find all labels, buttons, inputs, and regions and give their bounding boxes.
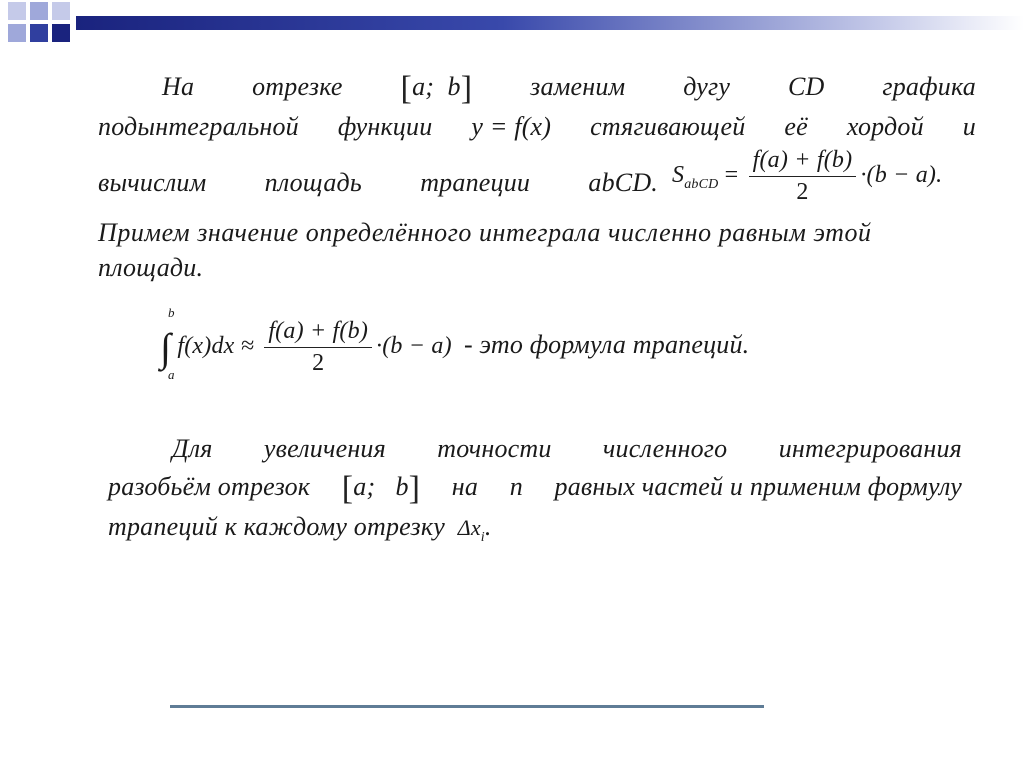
bottom-divider-line [170,705,764,708]
paragraph-1-line-1: На отрезке [a; b] заменим дугу CD графика [162,70,976,107]
area-formula: $S_{abCD}$ = $\frac{f(a) + f(b)}{2}$ ·(b − a). [672,147,943,205]
header-square-6 [52,24,70,42]
trapezoid-formula: b a ∫ f(x)dx ≈ $\frac{f(a) + f(b)}{2}$ ·(b − a) - это формула трапеций. [160,305,750,382]
interval-ab-2: [a; b] [341,470,421,507]
trapezoid-fraction: $\frac{f(a) + f(b)}{2}$ [264,317,372,378]
header-gradient-line [76,16,1024,30]
area-fraction: $\frac{f(a) + f(b)}{2}$ [749,146,857,207]
function-expression: y = f(x) [471,112,552,141]
paragraph-1-line-4: Примем значение определённого интеграла численно равным этой [98,218,872,247]
paragraph-2-line-2: разобьём отрезок [a; b] на n равных частей и применим формулу [108,470,962,507]
integral-lower-limit: a [168,367,175,382]
paragraph-1-line-2: подынтегральной функции y = f(x) стягивающей её хордой и [98,112,976,141]
slide-header-decoration [0,0,1024,46]
paragraph-2-line-3: трапеций к каждому отрезку $\Delta x_i$. [108,512,492,545]
delta-x-i: $\Delta x_i$ [457,515,485,545]
header-square-5 [30,24,48,42]
header-square-2 [30,2,48,20]
formula-caption: - это формула трапеций. [464,330,750,360]
header-square-1 [8,2,26,20]
header-square-4 [8,24,26,42]
interval-ab: [a; b] [400,70,473,107]
integral-upper-limit: b [168,305,175,320]
paragraph-2-line-1: Для увеличения точности численного интегрирования [172,434,962,463]
paragraph-1-line-5: площади. [98,253,204,282]
header-square-3 [52,2,70,20]
paragraph-1-line-3: вычислим площадь трапеции abCD. [98,168,658,197]
integral-sign: ∫ [160,325,172,371]
